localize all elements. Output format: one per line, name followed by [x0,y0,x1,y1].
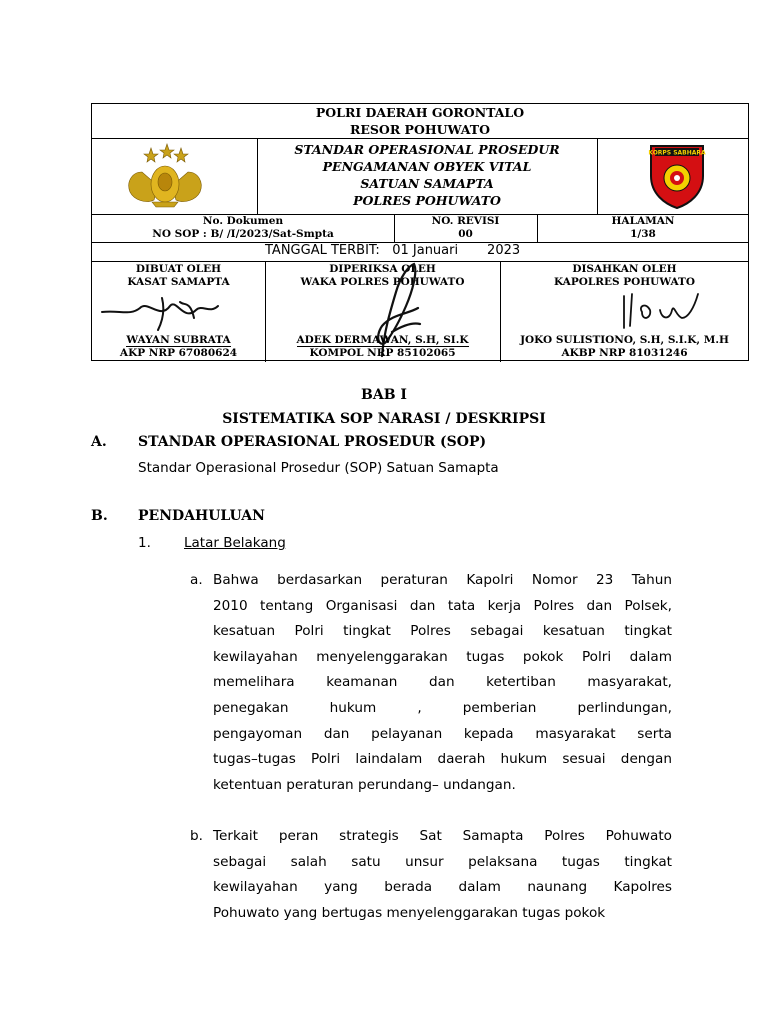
sop-title-line2: PENGAMANAN OBYEK VITAL [322,159,532,174]
para-a-line: tugas–tugas Polri laindalam daerah hukum sesuai dengan [213,751,672,768]
sig3-role1: DISAHKAN OLEH [572,263,677,275]
para-a [213,568,672,798]
section-b-title: PENDAHULUAN [138,508,265,524]
para-b [213,824,672,926]
no-dokumen-label: No. Dokumen [202,215,284,227]
para-a-line: penegakan hukum , pemberian perlindungan, [213,699,672,716]
sop-title-line4: POLRES POHUWATO [353,193,501,208]
para-a-line: Bahwa berdasarkan peraturan Kapolri Nomor 23 Tahun [213,572,672,588]
para-b-line: Terkait peran strategis Sat Samapta Polres Pohuwato [213,828,672,844]
badge-text: KORPS SABHARA [648,149,706,157]
para-a-line: 2010 tentang Organisasi dan tata kerja Polres dan Polsek, [213,597,672,614]
section-a-marker: A. [91,434,107,450]
sig2-role2: WAKA POLRES POHUWATO [300,276,465,288]
section-a-text: Standar Operasional Prosedur (SOP) Satuan Samapta [138,460,499,476]
bab-title: SISTEMATIKA SOP NARASI / DESKRIPSI [222,411,546,427]
bab-heading: BAB I [361,387,407,403]
para-a-line: memelihara keamanan dan ketertiban masyarakat, [213,674,672,691]
para-a-line: ketentuan peraturan perundang– undangan. [213,776,516,793]
no-dokumen-value: NO SOP : B/ /I/2023/Sat-Smpta [152,228,334,240]
sop-title-line3: SATUAN SAMAPTA [360,176,494,191]
para-a-marker: a. [190,572,203,588]
para-a-line: kewilayahan menyelenggarakan tugas pokok Polri dalam [213,648,672,665]
korps-sabhara-shield-logo [647,142,707,210]
sig2-role1: DIPERIKSA OLEH [329,263,436,275]
revisi-value: 00 [458,228,473,240]
tanggal-terbit [265,243,520,258]
sig2-name: ADEK DERMAWAN, S.H, SI.K [296,334,469,346]
sig3-nrp: AKBP NRP 81031246 [561,347,688,359]
item1-title: Latar Belakang [184,535,286,551]
para-b-line: kewilayahan yang berada dalam naunang Kapolres [213,879,672,896]
halaman-label: HALAMAN [611,215,675,227]
revisi-label: NO. REVISI [431,215,500,227]
sig1-role2: KASAT SAMAPTA [127,276,230,288]
sig1-name: WAYAN SUBRATA [126,334,231,346]
sop-title-line1: STANDAR OPERASIONAL PROSEDUR [294,142,560,157]
sig3-name: JOKO SULISTIONO, S.H, S.I.K, M.H [520,334,729,346]
para-b-marker: b. [190,828,203,844]
para-a-line: kesatuan Polri tingkat Polres sebagai kesatuan tingkat [213,623,672,640]
tanggal-year: 2023 [487,243,521,258]
document-header-table [91,103,749,361]
polri-emblem-logo [122,142,208,208]
signature-1 [100,292,240,332]
tanggal-label: TANGGAL TERBIT: [265,243,380,258]
para-a-line: pengayoman dan pelayanan kepada masyarakat serta [213,725,672,742]
sig2-nrp: KOMPOL NRP 85102065 [309,347,456,359]
para-b-line: sebagai salah satu unsur pelaksana tugas tingkat [213,853,672,870]
org-name-line1: POLRI DAERAH GORONTALO [315,105,525,120]
org-name-line2: RESOR POHUWATO [349,122,490,137]
halaman-value: 1/38 [630,228,656,240]
sig1-nrp: AKP NRP 67080624 [119,347,238,359]
para-b-line: Pohuwato yang bertugas menyelenggarakan tugas pokok [213,904,606,921]
tanggal-value: 01 Januari [392,243,459,258]
section-b-marker: B. [91,508,108,524]
sig1-role1: DIBUAT OLEH [135,263,222,275]
section-a-title: STANDAR OPERASIONAL PROSEDUR (SOP) [138,434,487,450]
item1-marker: 1. [138,535,151,551]
sig3-role2: KAPOLRES POHUWATO [553,276,695,288]
signature-3 [602,290,712,332]
